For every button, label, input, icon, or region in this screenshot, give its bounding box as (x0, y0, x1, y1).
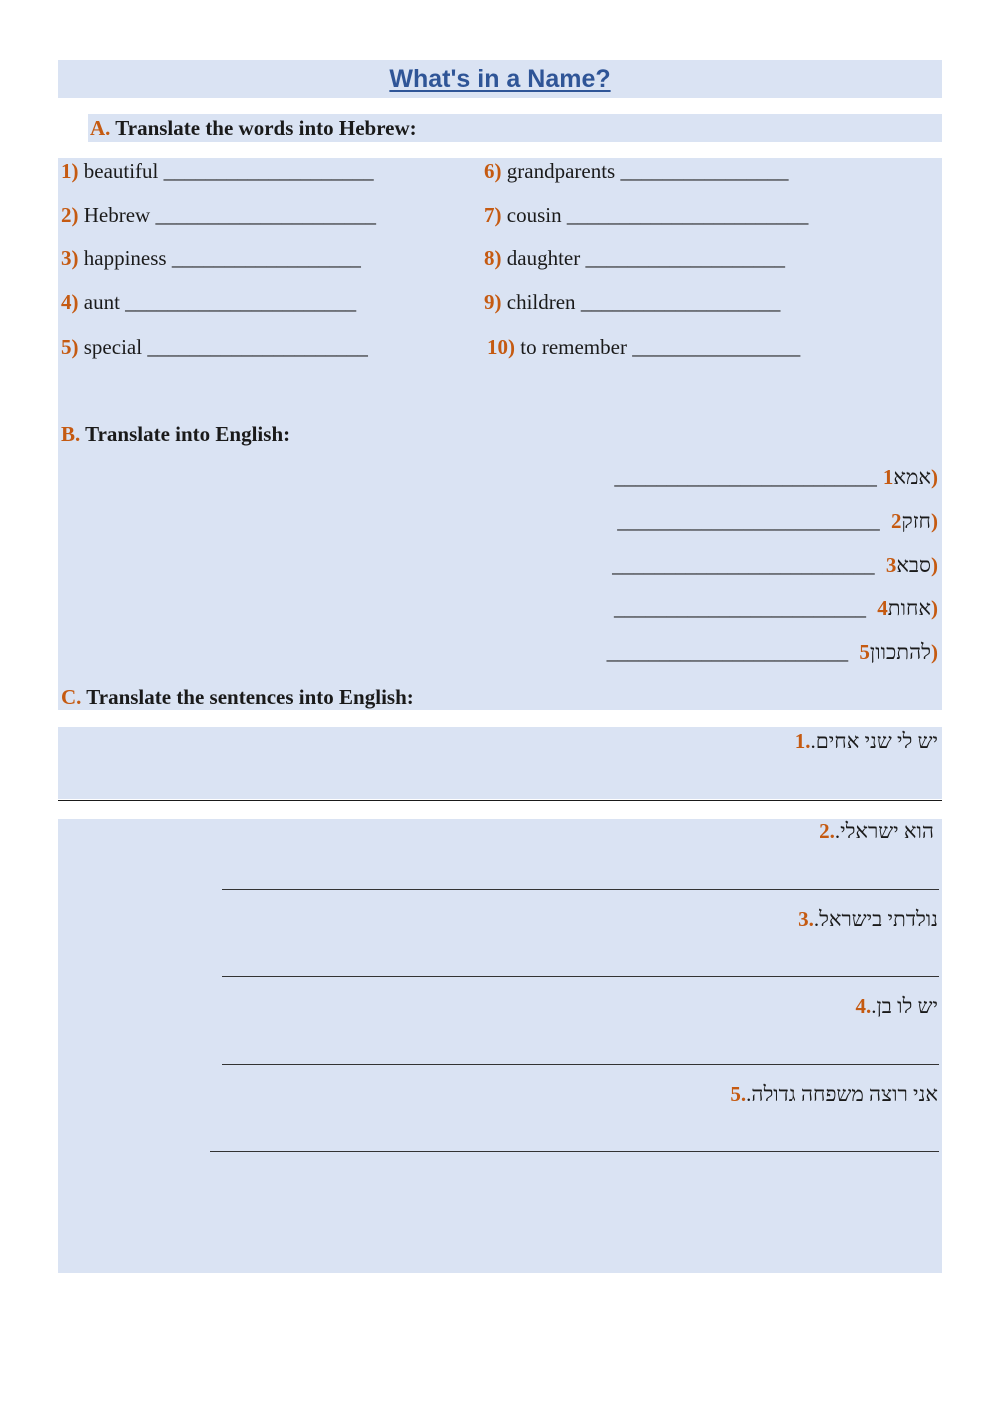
sentence-1-answer-line[interactable] (58, 800, 942, 801)
answer-blank[interactable]: ____________________ (163, 159, 374, 183)
hebrew-word-item-2: _________________________ חזק2) (617, 509, 938, 533)
answer-blank[interactable]: ________________________ (614, 596, 867, 620)
word-item-4: 4) aunt ______________________ (61, 290, 357, 314)
sentence-item-2: הוא ישראלי..2 (819, 819, 934, 843)
word-item-5: 5) special _____________________ (61, 335, 368, 359)
sentence-item-5: אני רוצה משפחה גדולה..5 (730, 1082, 938, 1106)
answer-blank[interactable]: ______________________ (125, 290, 357, 314)
word-item-6: 6) grandparents ________________ (484, 159, 789, 183)
answer-blank[interactable]: ___________________ (585, 246, 785, 270)
hebrew-word-item-1: _________________________ אמא1) (614, 465, 938, 489)
answer-blank[interactable]: __________________ (171, 246, 361, 270)
hebrew-word-item-5: _______________________ להתכוון5) (606, 640, 938, 664)
word-item-8: 8) daughter ___________________ (484, 246, 785, 270)
hebrew-word-item-3: _________________________ סבא3) (612, 553, 938, 577)
page-title: What's in a Name? (58, 60, 942, 98)
section-a-heading: A. Translate the words into Hebrew: (90, 116, 417, 140)
sentence-item-3: נולדתי בישראל..3 (798, 907, 938, 931)
sentence-3-answer-line[interactable] (222, 976, 939, 977)
section-b-heading: B. Translate into English: (61, 422, 291, 446)
sentence-item-4: יש לו בן..4 (855, 994, 938, 1018)
sentences-band (58, 819, 942, 1273)
answer-blank[interactable]: ________________ (620, 159, 789, 183)
answer-blank[interactable]: _______________________ (566, 203, 809, 227)
answer-blank[interactable]: _____________________ (155, 203, 376, 227)
sentence-item-1: יש לי שני אחים..1 (794, 729, 938, 753)
word-item-7: 7) cousin _______________________ (484, 203, 809, 227)
answer-blank[interactable]: ________________ (632, 335, 801, 359)
sentence-4-answer-line[interactable] (222, 1064, 939, 1065)
word-item-2: 2) Hebrew _____________________ (61, 203, 376, 227)
sentence-2-answer-line[interactable] (222, 889, 939, 890)
word-item-10: 10) to remember ________________ (487, 335, 801, 359)
answer-blank[interactable]: _________________________ (612, 553, 875, 577)
answer-blank[interactable]: _________________________ (614, 465, 877, 489)
word-item-1: 1) beautiful ____________________ (61, 159, 374, 183)
word-item-9: 9) children ___________________ (484, 290, 781, 314)
answer-blank[interactable]: ___________________ (580, 290, 781, 314)
word-item-3: 3) happiness __________________ (61, 246, 361, 270)
answer-blank[interactable]: _______________________ (606, 640, 849, 664)
sentence-5-answer-line[interactable] (210, 1151, 939, 1152)
section-c-heading: C. Translate the sentences into English: (61, 685, 414, 709)
hebrew-word-item-4: ________________________ אחות4) (614, 596, 938, 620)
answer-blank[interactable]: _________________________ (617, 509, 880, 533)
answer-blank[interactable]: _____________________ (147, 335, 368, 359)
